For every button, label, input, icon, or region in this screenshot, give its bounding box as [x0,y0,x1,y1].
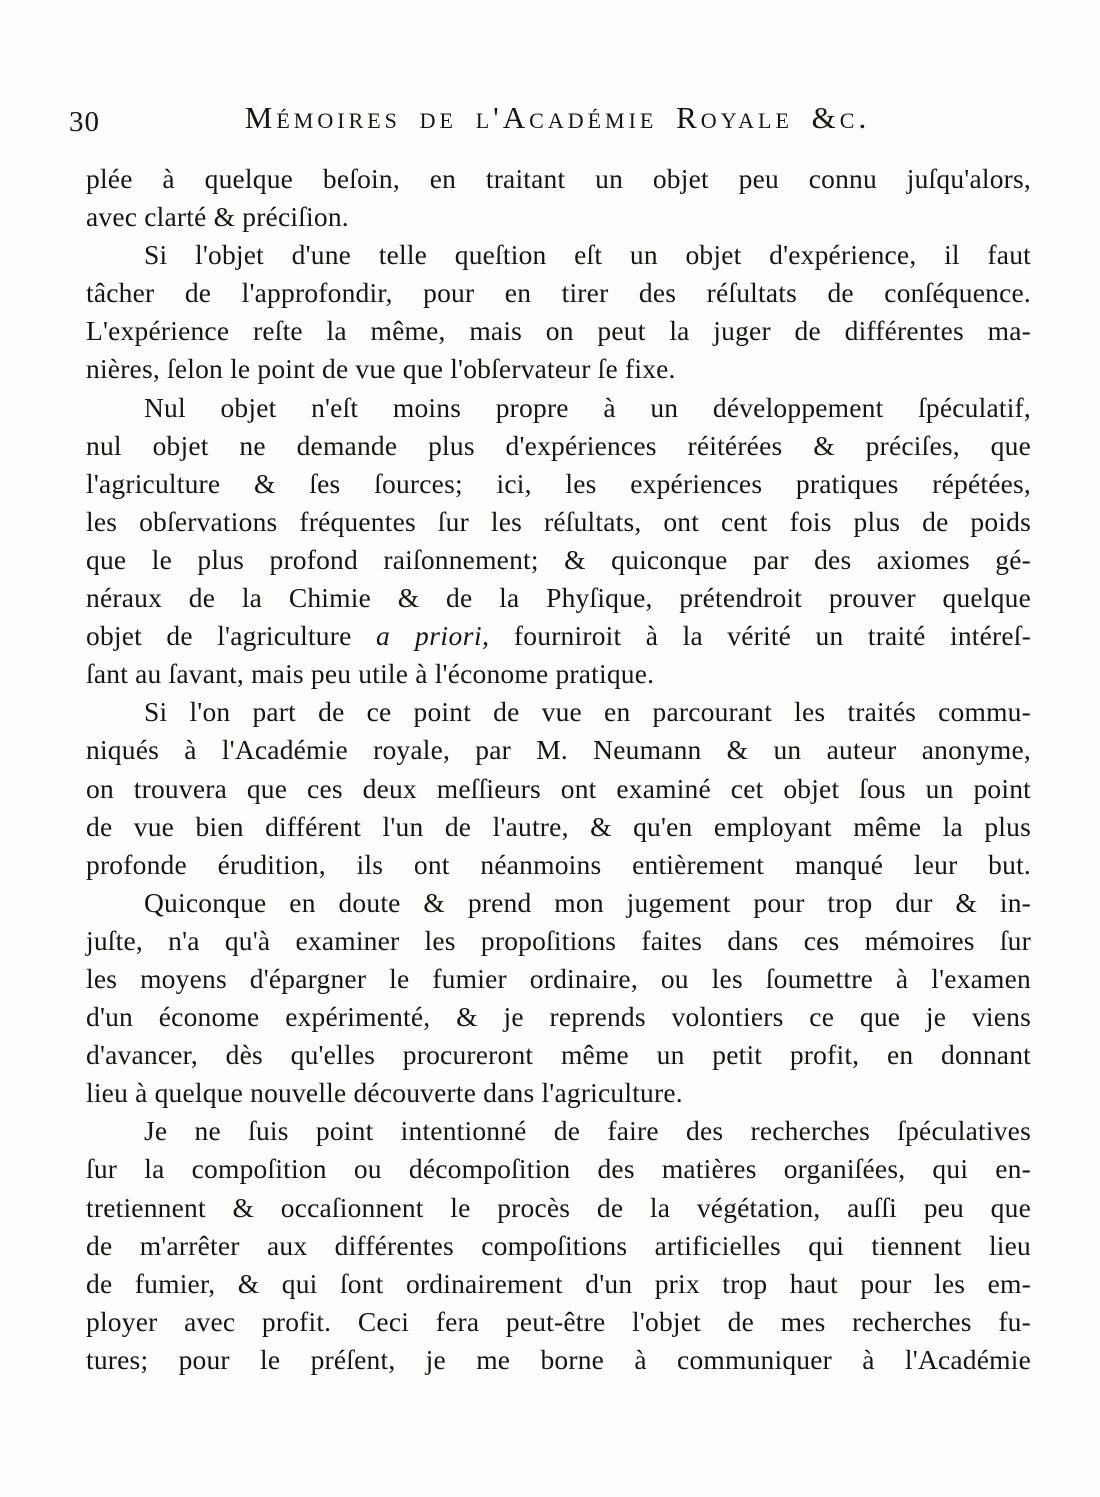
text-line [86,427,1031,465]
text-line [86,1036,1031,1074]
text-run: de m'arrêter aux différentes compoſitions artificielles qui tiennent lieu [86,1229,1031,1261]
text-line [86,1112,1031,1150]
text-line [86,1265,1031,1303]
text-run: Si l'on part de ce point de vue en parcourant les traités commu- [144,696,1031,728]
text-run: que le plus profond raiſonnement; & quiconque par des axiomes gé- [86,543,1031,575]
text-line [86,389,1031,427]
running-title: Mémoires de l'Académie Royale &c. [244,100,871,135]
text-line [86,1150,1031,1188]
paragraph [86,693,1031,883]
text-line [86,503,1031,541]
text-line [86,198,1031,236]
text-line [86,274,1031,312]
text-run: ſant au ſavant, mais peu utile à l'économe pratique. [86,658,655,690]
text-run: ſur la compoſition ou décompoſition des matières organiſées, qui en- [86,1153,1031,1185]
text-run: d'avancer, dès qu'elles procureront même un petit profit, en donnant [86,1039,1031,1071]
text-run: niqués à l'Académie royale, par M. Neumann & un auteur anonyme, [86,734,1031,766]
text-run: nières, ſelon le point de vue que l'obſervateur ſe fixe. [86,353,676,385]
paragraph [86,236,1031,388]
text-run: Quiconque en doute & prend mon jugement pour trop dur & in- [144,886,1031,918]
italic-text-run: a priori, [375,620,490,652]
paragraph [86,389,1031,694]
text-run: plée à quelque beſoin, en traitant un objet peu connu juſqu'alors, [86,163,1031,194]
text-line [86,579,1031,617]
text-run: les moyens d'épargner le fumier ordinaire, ou les ſoumettre à l'examen [86,962,1031,994]
text-run: Nul objet n'eſt moins propre à un développement ſpéculatif, [144,391,1031,423]
text-line [86,160,1031,198]
text-line [86,1341,1031,1379]
text-line [86,541,1031,579]
text-line [86,465,1031,503]
text-run: de fumier, & qui ſont ordinairement d'un prix trop haut pour les em- [86,1267,1031,1299]
text-run: d'un économe expérimenté, & je reprends volontiers ce que je viens [86,1001,1031,1033]
paragraph [86,1112,1031,1379]
text-line [86,1189,1031,1227]
text-run: avec clarté & préciſion. [86,201,349,233]
text-run: L'expérience reſte la même, mais on peut la juger de différentes ma- [86,315,1031,347]
text-line [86,1303,1031,1341]
page-header [69,100,1030,144]
text-run: profonde érudition, ils ont néanmoins entièrement manqué leur but. [86,848,1031,880]
text-line [86,884,1031,922]
text-run: l'agriculture & ſes ſources; ici, les expériences pratiques répétées, [86,467,1031,499]
text-run: néraux de la Chimie & de la Phyſique, prétendroit prouver quelque [86,582,1031,614]
text-run: Si l'objet d'une telle queſtion eſt un objet d'expérience, il faut [144,239,1031,271]
text-line [86,770,1031,808]
text-line [86,1227,1031,1265]
text-line [86,350,1031,388]
text-run: de vue bien différent l'un de l'autre, & qu'en employant même la plus [86,810,1031,842]
text-line [86,808,1031,846]
text-run: juſte, n'a qu'à examiner les propoſitions faites dans ces mémoires ſur [86,924,1031,956]
page-body [86,160,1031,1379]
page-number: 30 [69,106,100,138]
text-line [86,998,1031,1036]
text-run: tretiennent & occaſionnent le procès de la végétation, auſſi peu que [86,1191,1031,1223]
text-line [86,1074,1031,1112]
text-run: lieu à quelque nouvelle découverte dans l'agriculture. [86,1077,683,1109]
text-line [86,922,1031,960]
text-run: objet de l'agriculture [86,620,376,652]
text-line [86,236,1031,274]
text-run: on trouvera que ces deux meſſieurs ont examiné cet objet ſous un point [86,772,1031,804]
text-line [86,655,1031,693]
text-line [86,731,1031,769]
text-line [86,693,1031,731]
text-line [86,846,1031,884]
text-run: les obſervations fréquentes ſur les réſultats, ont cent fois plus de poids [86,505,1031,537]
paragraph [86,884,1031,1113]
paragraph [86,160,1031,236]
text-line [86,312,1031,350]
text-run: Je ne ſuis point intentionné de faire des recherches ſpéculatives [144,1115,1031,1147]
text-line [86,617,1031,655]
text-run: tâcher de l'approfondir, pour en tirer des réſultats de conſéquence. [86,277,1031,309]
text-run: ployer avec profit. Ceci fera peut-être l'objet de mes recherches fu- [86,1305,1031,1337]
text-line [86,960,1031,998]
text-run: fourniroit à la vérité un traité intéreſ- [489,620,1031,652]
text-run: tures; pour le préſent, je me borne à communiquer à l'Académie [86,1343,1031,1375]
text-run: nul objet ne demande plus d'expériences réitérées & préciſes, que [86,429,1031,461]
